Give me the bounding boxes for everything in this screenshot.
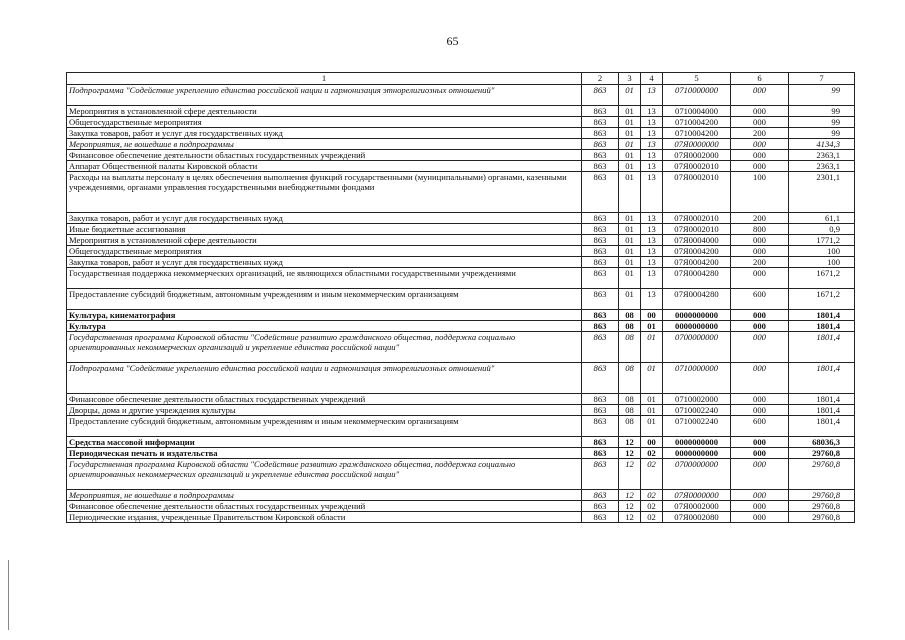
item-name-cell: Расходы на выплаты персоналу в целях обеспечения выполнения функций государственными (муниципальными) органами, казенными учреждениями, органами управления государственными внебюджетными фондами [67,172,582,213]
section-cell: 01 [619,85,641,106]
amount-cell: 1801,4 [789,363,855,394]
target-article-cell: 07Я0002010 [663,224,731,235]
admin-code-cell: 863 [582,246,619,257]
amount-cell: 29760,8 [789,512,855,523]
table-row [67,394,855,405]
item-name-cell: Общегосударственные мероприятия [67,117,582,128]
amount-cell: 99 [789,85,855,106]
expense-type-cell: 000 [731,85,789,106]
amount-cell: 1671,2 [789,268,855,289]
amount-cell: 1801,4 [789,310,855,321]
admin-code-cell: 863 [582,150,619,161]
section-cell: 08 [619,332,641,363]
item-name-cell: Аппарат Общественной палаты Кировской области [67,161,582,172]
admin-code-cell: 863 [582,235,619,246]
admin-code-cell: 863 [582,512,619,523]
subsection-cell: 13 [641,106,663,117]
expense-type-cell: 000 [731,161,789,172]
target-article-cell: 0000000000 [663,310,731,321]
item-name-cell: Закупка товаров, работ и услуг для государственных нужд [67,128,582,139]
section-cell: 08 [619,321,641,332]
item-name-cell: Мероприятия, не вошедшие в подпрограммы [67,139,582,150]
target-article-cell: 0000000000 [663,437,731,448]
subsection-cell: 13 [641,268,663,289]
expense-type-cell: 000 [731,310,789,321]
target-article-cell: 07Я0004200 [663,246,731,257]
table-row [67,512,855,523]
table-row [67,490,855,501]
item-name-cell: Государственная поддержка некоммерческих организаций, не являющихся областными государственными учреждениями [67,268,582,289]
table-row [67,117,855,128]
table-row [67,257,855,268]
item-name-cell: Культура [67,321,582,332]
scan-edge-line [8,560,9,630]
subsection-cell: 01 [641,405,663,416]
item-name-cell: Закупка товаров, работ и услуг для государственных нужд [67,213,582,224]
header-cell-5: 5 [663,73,731,85]
table-row [67,172,855,213]
admin-code-cell: 863 [582,405,619,416]
admin-code-cell: 863 [582,459,619,490]
item-name-cell: Мероприятия в установленной сфере деятельности [67,106,582,117]
amount-cell: 29760,8 [789,501,855,512]
target-article-cell: 07Я0002010 [663,213,731,224]
expense-type-cell: 600 [731,289,789,310]
admin-code-cell: 863 [582,448,619,459]
expense-type-cell: 200 [731,128,789,139]
section-cell: 08 [619,363,641,394]
target-article-cell: 0710004000 [663,106,731,117]
admin-code-cell: 863 [582,224,619,235]
expense-type-cell: 000 [731,363,789,394]
page-number: 65 [446,34,459,48]
amount-cell: 99 [789,106,855,117]
section-cell: 01 [619,246,641,257]
expense-type-cell: 000 [731,437,789,448]
target-article-cell: 07Я0000000 [663,139,731,150]
table-row [67,268,855,289]
budget-table [66,72,855,523]
item-name-cell: Культура, кинематография [67,310,582,321]
target-article-cell: 07Я0002010 [663,172,731,213]
table-row [67,501,855,512]
item-name-cell: Периодические издания, учрежденные Правительством Кировской области [67,512,582,523]
item-name-cell: Финансовое обеспечение деятельности областных государственных учреждений [67,394,582,405]
target-article-cell: 0000000000 [663,321,731,332]
subsection-cell: 02 [641,490,663,501]
item-name-cell: Предоставление субсидий бюджетным, автономным учреждениям и иным некоммерческим организациям [67,289,582,310]
target-article-cell: 0000000000 [663,448,731,459]
section-cell: 01 [619,106,641,117]
target-article-cell: 0700000000 [663,332,731,363]
subsection-cell: 02 [641,448,663,459]
header-cell-1: 1 [67,73,582,85]
subsection-cell: 02 [641,512,663,523]
item-name-cell: Финансовое обеспечение деятельности областных государственных учреждений [67,501,582,512]
subsection-cell: 13 [641,150,663,161]
target-article-cell: 07Я0004280 [663,289,731,310]
admin-code-cell: 863 [582,310,619,321]
expense-type-cell: 000 [731,117,789,128]
amount-cell: 1671,2 [789,289,855,310]
amount-cell: 29760,8 [789,448,855,459]
amount-cell: 1801,4 [789,332,855,363]
section-cell: 01 [619,289,641,310]
expense-type-cell: 000 [731,459,789,490]
amount-cell: 0,9 [789,224,855,235]
section-cell: 01 [619,235,641,246]
target-article-cell: 07Я0002000 [663,501,731,512]
expense-type-cell: 000 [731,501,789,512]
item-name-cell: Подпрограмма "Содействие укреплению единства российской нации и гармонизация этнорелигиозных отношений" [67,363,582,394]
expense-type-cell: 000 [731,139,789,150]
subsection-cell: 01 [641,394,663,405]
admin-code-cell: 863 [582,85,619,106]
amount-cell: 1801,4 [789,394,855,405]
item-name-cell: Общегосударственные мероприятия [67,246,582,257]
target-article-cell: 0700000000 [663,459,731,490]
expense-type-cell: 000 [731,512,789,523]
admin-code-cell: 863 [582,332,619,363]
subsection-cell: 13 [641,246,663,257]
table-row [67,128,855,139]
target-article-cell: 0710004200 [663,128,731,139]
item-name-cell: Государственная программа Кировской области "Содействие развитию гражданского общества, поддержка социально ориентированных некоммерческих организаций и укрепление единства российской нации" [67,332,582,363]
expense-type-cell: 000 [731,394,789,405]
amount-cell: 29760,8 [789,459,855,490]
expense-type-cell: 000 [731,490,789,501]
subsection-cell: 02 [641,459,663,490]
section-cell: 08 [619,310,641,321]
header-cell-6: 6 [731,73,789,85]
target-article-cell: 0710002000 [663,394,731,405]
section-cell: 08 [619,416,641,437]
subsection-cell: 01 [641,321,663,332]
admin-code-cell: 863 [582,501,619,512]
expense-type-cell: 000 [731,150,789,161]
table-row [67,150,855,161]
amount-cell: 1801,4 [789,321,855,332]
table-row [67,459,855,490]
subsection-cell: 01 [641,363,663,394]
subsection-cell: 13 [641,257,663,268]
amount-cell: 1801,4 [789,405,855,416]
item-name-cell: Периодическая печать и издательства [67,448,582,459]
table-row [67,246,855,257]
amount-cell: 1771,2 [789,235,855,246]
expense-type-cell: 000 [731,268,789,289]
table-row [67,437,855,448]
amount-cell: 4134,3 [789,139,855,150]
subsection-cell: 13 [641,235,663,246]
admin-code-cell: 863 [582,161,619,172]
section-cell: 12 [619,512,641,523]
amount-cell: 68036,3 [789,437,855,448]
target-article-cell: 0710002240 [663,416,731,437]
target-article-cell: 0710004200 [663,117,731,128]
section-cell: 12 [619,490,641,501]
target-article-cell: 07Я0004280 [663,268,731,289]
section-cell: 12 [619,448,641,459]
admin-code-cell: 863 [582,363,619,394]
table-row [67,310,855,321]
item-name-cell: Закупка товаров, работ и услуг для государственных нужд [67,257,582,268]
target-article-cell: 07Я0002000 [663,150,731,161]
admin-code-cell: 863 [582,213,619,224]
expense-type-cell: 600 [731,416,789,437]
header-cell-3: 3 [619,73,641,85]
expense-type-cell: 000 [731,332,789,363]
header-cell-7: 7 [789,73,855,85]
admin-code-cell: 863 [582,139,619,150]
item-name-cell: Мероприятия в установленной сфере деятельности [67,235,582,246]
expense-type-cell: 000 [731,235,789,246]
expense-type-cell: 800 [731,224,789,235]
amount-cell: 29760,8 [789,490,855,501]
table-row [67,139,855,150]
section-cell: 01 [619,257,641,268]
table-header-row [67,73,855,85]
table-row [67,321,855,332]
amount-cell: 2363,1 [789,150,855,161]
expense-type-cell: 000 [731,448,789,459]
section-cell: 01 [619,139,641,150]
section-cell: 12 [619,501,641,512]
admin-code-cell: 863 [582,268,619,289]
subsection-cell: 01 [641,416,663,437]
subsection-cell: 13 [641,213,663,224]
expense-type-cell: 000 [731,321,789,332]
subsection-cell: 13 [641,85,663,106]
section-cell: 01 [619,117,641,128]
amount-cell: 2301,1 [789,172,855,213]
header-cell-4: 4 [641,73,663,85]
item-name-cell: Подпрограмма "Содействие укреплению единства российской нации и гармонизация этнорелигиозных отношений" [67,85,582,106]
expense-type-cell: 200 [731,213,789,224]
amount-cell: 99 [789,117,855,128]
expense-type-cell: 000 [731,405,789,416]
section-cell: 08 [619,405,641,416]
admin-code-cell: 863 [582,289,619,310]
target-article-cell: 0710000000 [663,363,731,394]
target-article-cell: 0710002240 [663,405,731,416]
item-name-cell: Предоставление субсидий бюджетным, автономным учреждениям и иным некоммерческим организациям [67,416,582,437]
subsection-cell: 13 [641,172,663,213]
section-cell: 08 [619,394,641,405]
subsection-cell: 13 [641,139,663,150]
admin-code-cell: 863 [582,437,619,448]
admin-code-cell: 863 [582,117,619,128]
expense-type-cell: 200 [731,257,789,268]
subsection-cell: 01 [641,332,663,363]
section-cell: 01 [619,224,641,235]
item-name-cell: Дворцы, дома и другие учреждения культуры [67,405,582,416]
admin-code-cell: 863 [582,172,619,213]
table-row [67,289,855,310]
section-cell: 01 [619,213,641,224]
table-row [67,161,855,172]
section-cell: 01 [619,150,641,161]
admin-code-cell: 863 [582,394,619,405]
subsection-cell: 00 [641,310,663,321]
target-article-cell: 07Я0004000 [663,235,731,246]
subsection-cell: 02 [641,501,663,512]
amount-cell: 99 [789,128,855,139]
target-article-cell: 07Я0002010 [663,161,731,172]
admin-code-cell: 863 [582,490,619,501]
item-name-cell: Мероприятия, не вошедшие в подпрограммы [67,490,582,501]
expense-type-cell: 000 [731,106,789,117]
target-article-cell: 07Я0000000 [663,490,731,501]
table-row [67,106,855,117]
amount-cell: 1801,4 [789,416,855,437]
section-cell: 01 [619,128,641,139]
subsection-cell: 13 [641,224,663,235]
expense-type-cell: 000 [731,246,789,257]
table-row [67,85,855,106]
expense-type-cell: 100 [731,172,789,213]
section-cell: 01 [619,268,641,289]
target-article-cell: 07Я0002080 [663,512,731,523]
table-row [67,332,855,363]
section-cell: 01 [619,172,641,213]
section-cell: 01 [619,161,641,172]
subsection-cell: 13 [641,161,663,172]
admin-code-cell: 863 [582,416,619,437]
table-row [67,405,855,416]
header-cell-2: 2 [582,73,619,85]
table-row [67,213,855,224]
subsection-cell: 13 [641,128,663,139]
target-article-cell: 07Я0004200 [663,257,731,268]
amount-cell: 2363,1 [789,161,855,172]
target-article-cell: 0710000000 [663,85,731,106]
subsection-cell: 13 [641,289,663,310]
item-name-cell: Финансовое обеспечение деятельности областных государственных учреждений [67,150,582,161]
admin-code-cell: 863 [582,321,619,332]
item-name-cell: Государственная программа Кировской области "Содействие развитию гражданского общества, поддержка социально ориентированных некоммерческих организаций и укрепление единства российской нации" [67,459,582,490]
table-row [67,363,855,394]
table-row [67,448,855,459]
table-row [67,416,855,437]
admin-code-cell: 863 [582,257,619,268]
amount-cell: 61,1 [789,213,855,224]
amount-cell: 100 [789,246,855,257]
subsection-cell: 00 [641,437,663,448]
subsection-cell: 13 [641,117,663,128]
item-name-cell: Иные бюджетные ассигнования [67,224,582,235]
section-cell: 12 [619,459,641,490]
table-row [67,224,855,235]
table-row [67,235,855,246]
admin-code-cell: 863 [582,128,619,139]
section-cell: 12 [619,437,641,448]
admin-code-cell: 863 [582,106,619,117]
item-name-cell: Средства массовой информации [67,437,582,448]
amount-cell: 100 [789,257,855,268]
